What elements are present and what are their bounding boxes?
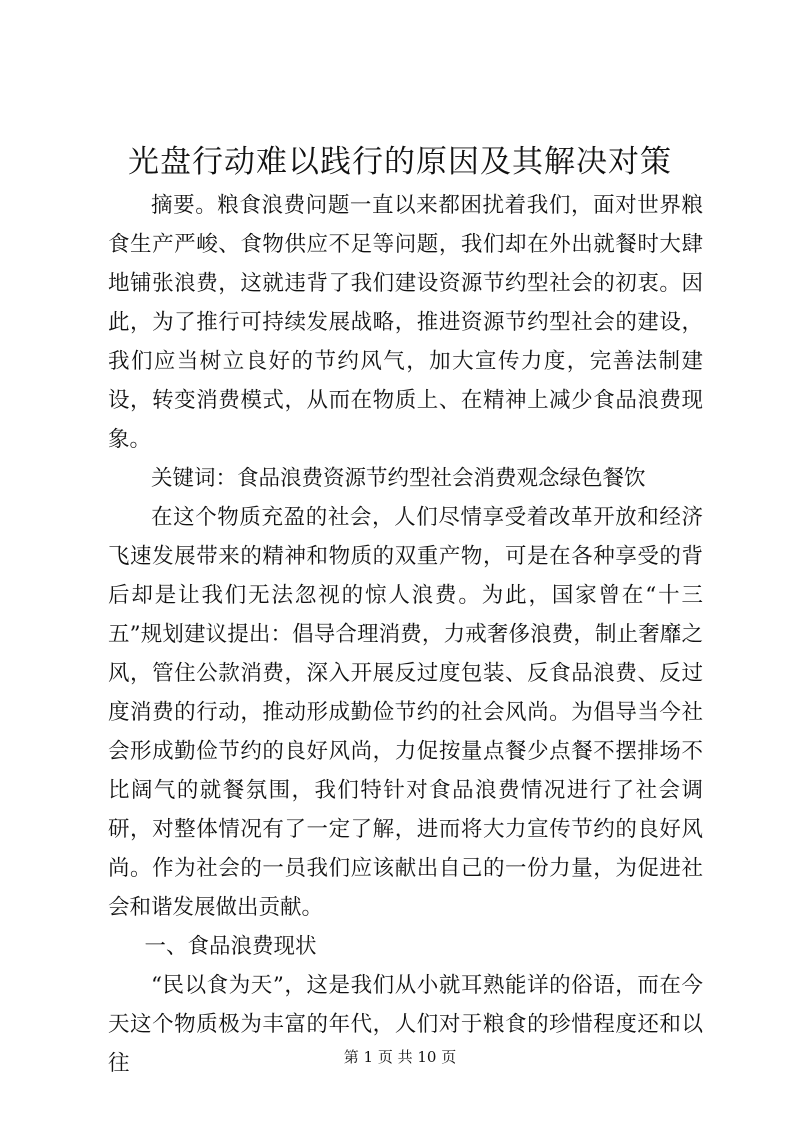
section-paragraph: “民以食为天”，这是我们从小就耳熟能详的俗语，而在今天这个物质极为丰富的年代，人们对于粮食的珍惜程度还和以往 [108, 973, 703, 1076]
section-heading: 一、食品浪费现状 [144, 934, 317, 959]
page-footer: 第 1 页 共 10 页 [343, 1048, 457, 1066]
keywords-paragraph: 关键词：食品浪费资源节约型社会消费观念绿色餐饮 [151, 466, 646, 491]
intro-paragraph: 在这个物质充盈的社会，人们尽情享受着改革开放和经济飞速发展带来的精神和物质的双重产物，可是在各种享受的背后却是让我们无法忽视的惊人浪费。为此，国家曾在“十三五”规划建议提出：倡导合理消费，力戒奢侈浪费，制止奢靡之风，管住公款消费，深入开展反过度包装、反食品浪费、反过度消费的行动，推动形成勤俭节约的社会风尚。为倡导当今社会形成勤俭节约的良好风尚，力促按量点餐少点餐不摆排场不比阔气的就餐氛围，我们特针对食品浪费情况进行了社会调研，对整体情况有了一定了解，进而将大力宣传节约的良好风尚。作为社会的一员我们应该献出自己的一份力量，为促进社会和谐发展做出贡献。 [108, 505, 703, 920]
abstract-paragraph: 摘要。粮食浪费问题一直以来都困扰着我们，面对世界粮食生产严峻、食物供应不足等问题，我们却在外出就餐时大肆地铺张浪费，这就违背了我们建设资源节约型社会的初衷。因此，为了推行可持续发展战略，推进资源节约型社会的建设，我们应当树立良好的节约风气，加大宣传力度，完善法制建设，转变消费模式，从而在物质上、在精神上减少食品浪费现象。 [108, 193, 703, 452]
document-body [108, 186, 703, 1083]
document-title: 光盘行动难以践行的原因及其解决对策 [128, 144, 672, 180]
